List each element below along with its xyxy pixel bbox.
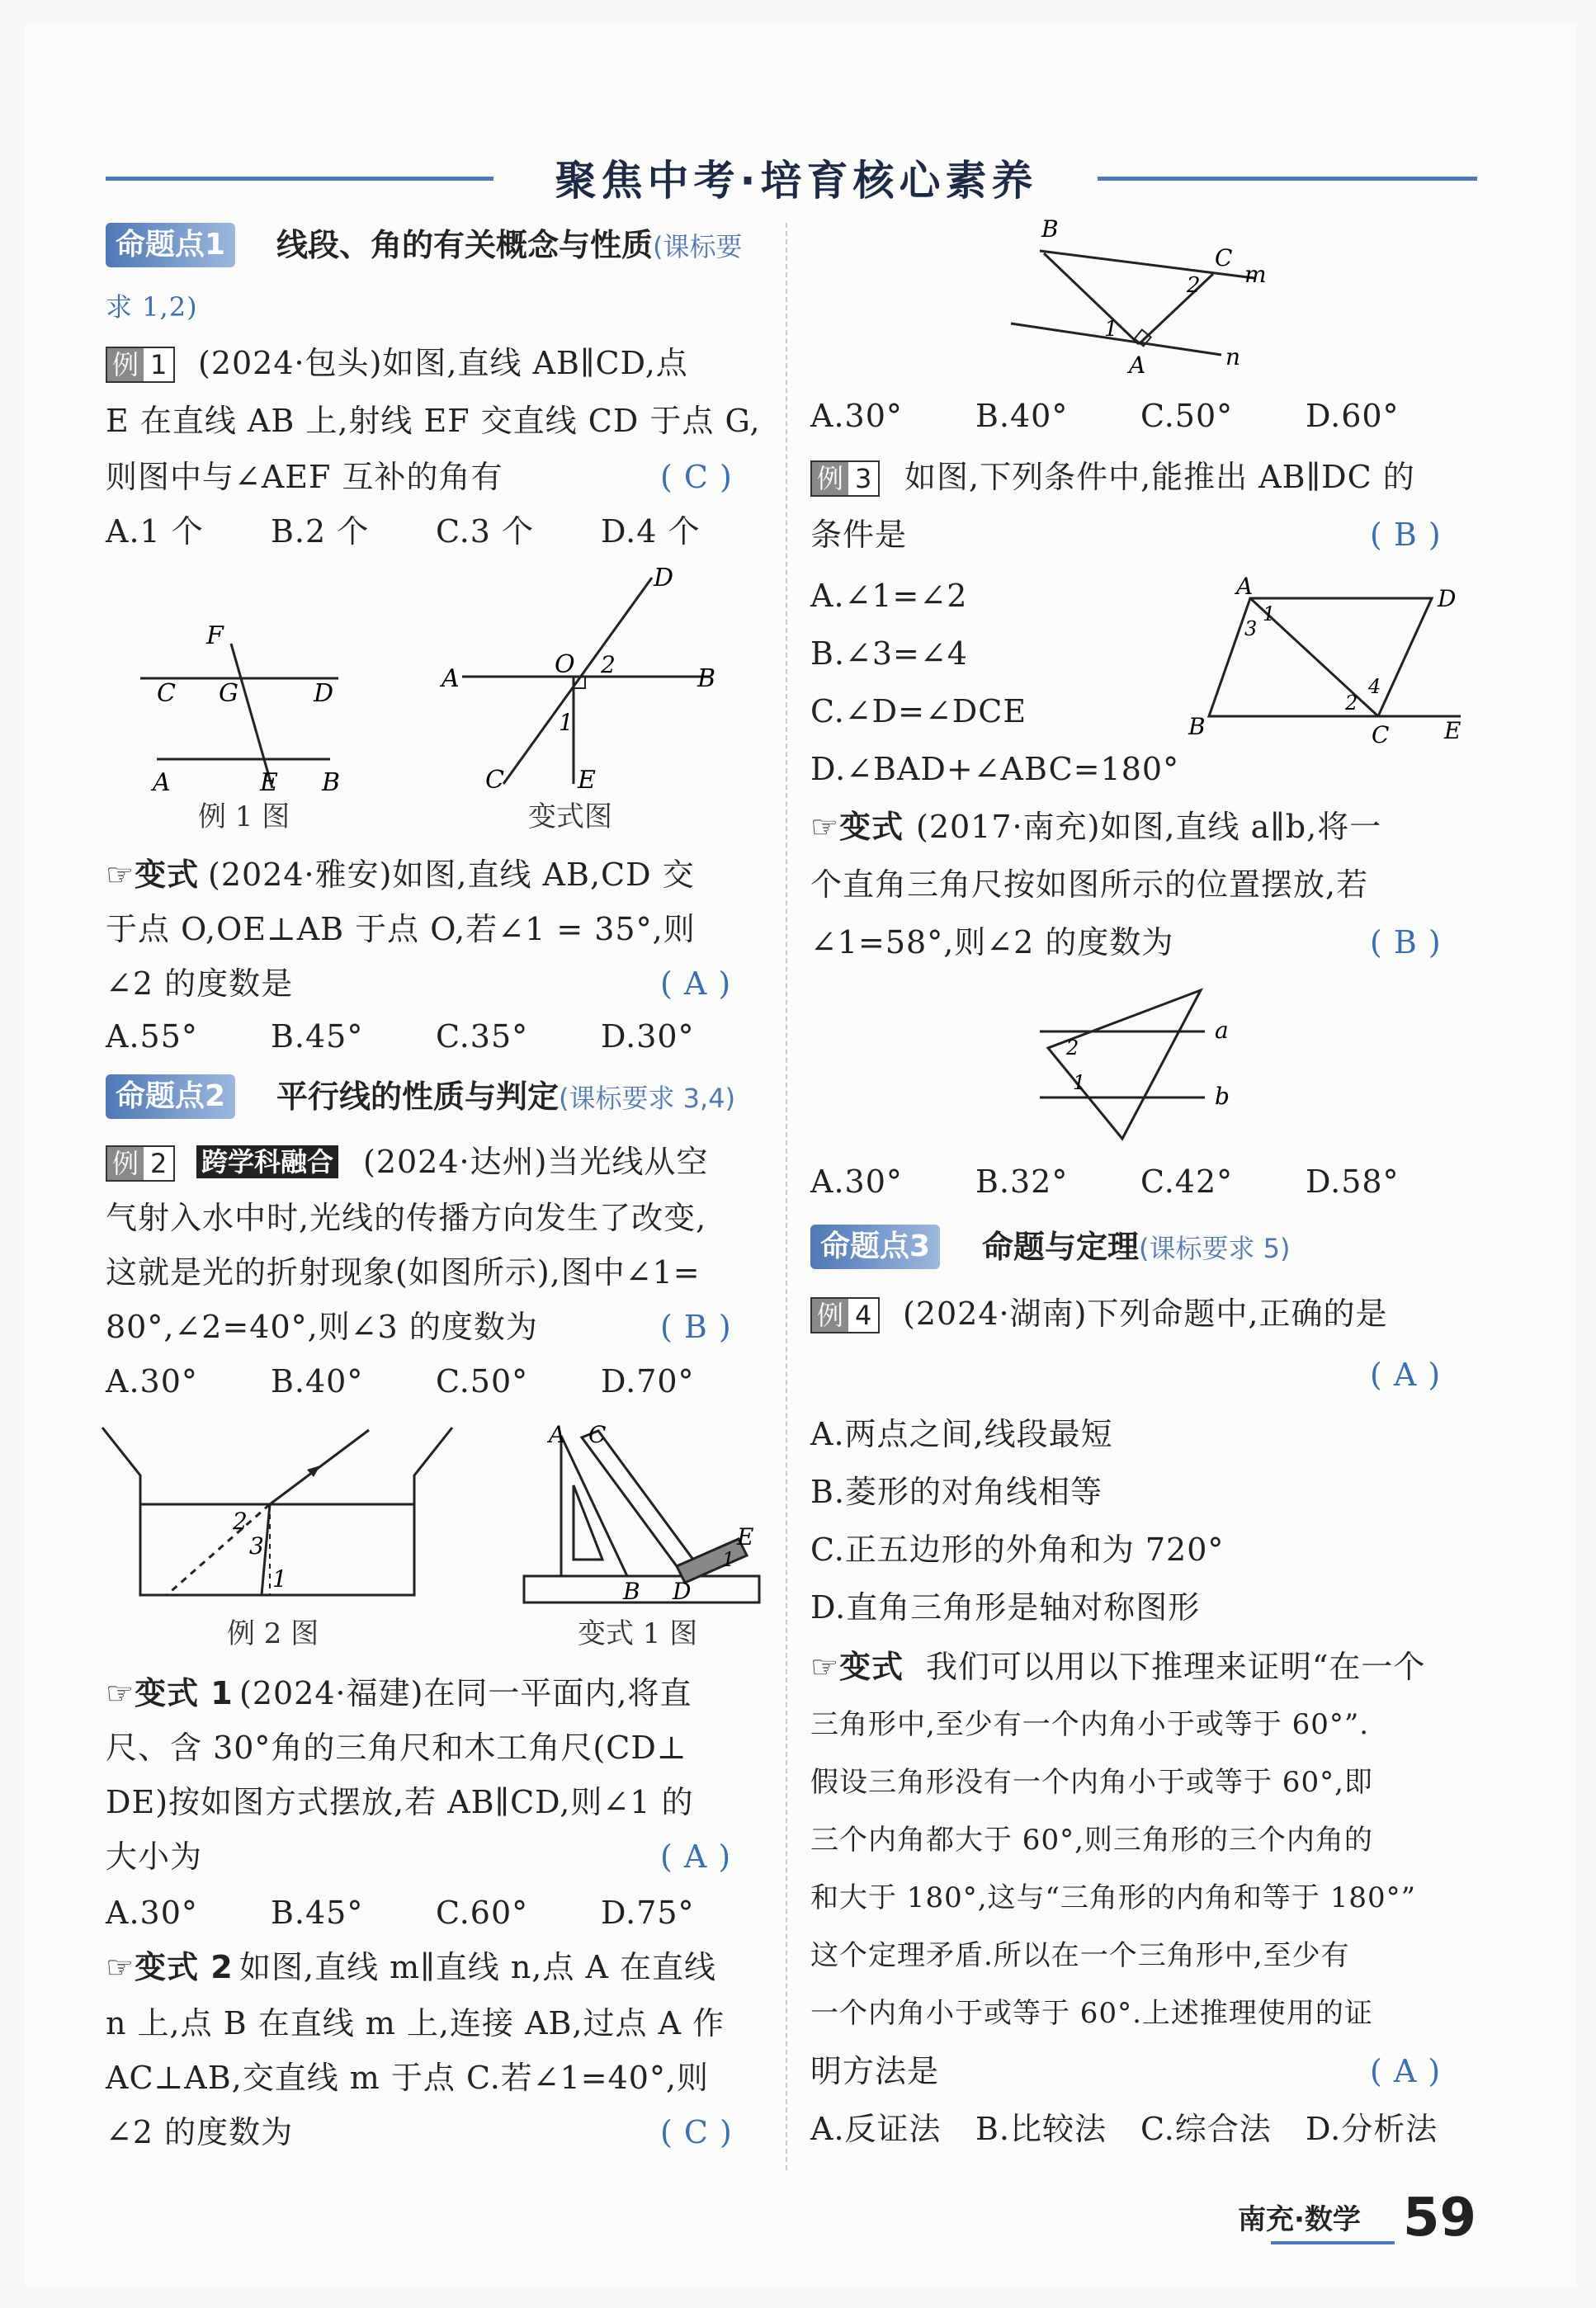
var1-label-2: 2 bbox=[601, 651, 616, 678]
ex1-option-a: A.1 个 bbox=[106, 513, 204, 550]
var4-line-3: 三个内角都大于 60°,则三角形的三个内角的 bbox=[810, 1824, 1373, 1857]
ex2-line-0: (2024·达州)当光线从空 bbox=[363, 1144, 709, 1180]
ex1-num: 1 bbox=[144, 348, 173, 381]
var1-label-A: A bbox=[441, 664, 460, 693]
var22-line-0: 如图,直线 m∥直线 n,点 A 在直线 bbox=[239, 1949, 716, 1985]
var4-option-b: B.比较法 bbox=[975, 2111, 1107, 2147]
ex1-line-1: E 在直线 AB 上,射线 EF 交直线 CD 于点 G, bbox=[106, 403, 761, 439]
ex3-option-a: A.∠1=∠2 bbox=[810, 578, 968, 614]
var4-line-6: 一个内角小于或等于 60°.上述推理使用的证 bbox=[810, 1997, 1373, 2030]
ex1-label-F: F bbox=[206, 621, 224, 650]
var3-line-2: ∠1=58°,则∠2 的度数为 bbox=[810, 924, 1174, 960]
var22-fig-A: A bbox=[1129, 352, 1146, 379]
ex4-line-0: (2024·湖南)下列命题中,正确的是 bbox=[903, 1296, 1388, 1332]
var21-line-0: (2024·福建)在同一平面内,将直 bbox=[239, 1675, 692, 1711]
var3-line-0: (2017·南充)如图,直线 a∥b,将一 bbox=[916, 809, 1382, 845]
var21-line-1: 尺、含 30°角的三角尺和木工角尺(CD⊥ bbox=[106, 1730, 687, 1766]
var21-label-E: E bbox=[737, 1523, 754, 1550]
var3-figure bbox=[1032, 982, 1263, 1147]
topic1-req2: 求 1,2) bbox=[106, 291, 198, 323]
ex1-label-text: 例 bbox=[107, 348, 144, 381]
var4-line-5: 这个定理矛盾.所以在一个三角形中,至少有 bbox=[810, 1939, 1350, 1972]
ex2-line-3: 80°,∠2=40°,则∠3 的度数为 bbox=[106, 1309, 538, 1345]
topic3-tag: 命题点3 bbox=[810, 1225, 940, 1269]
ex2-label-3: 3 bbox=[249, 1532, 264, 1560]
ex1-label bbox=[106, 347, 175, 383]
ex4-label-text: 例 bbox=[812, 1299, 848, 1332]
ex2-label-text: 例 bbox=[107, 1147, 144, 1180]
ex1-label-E: E bbox=[260, 768, 278, 797]
topic1-title-text: 线段、角的有关概念与性质 bbox=[276, 227, 654, 263]
ex3-fig-1: 1 bbox=[1263, 602, 1276, 625]
var22-fig-2: 2 bbox=[1187, 273, 1201, 298]
ex2-option-a: A.30° bbox=[106, 1363, 198, 1399]
var3-option-c: C.42° bbox=[1140, 1163, 1234, 1200]
ex3-label-text: 例 bbox=[812, 462, 848, 495]
ex4-option-d: D.直角三角形是轴对称图形 bbox=[810, 1589, 1201, 1626]
var3-option-d: D.58° bbox=[1306, 1163, 1400, 1200]
ex2-option-d: D.70° bbox=[601, 1363, 695, 1399]
var22-figure bbox=[999, 216, 1296, 381]
topic3-req: (课标要求 5) bbox=[1139, 1233, 1291, 1264]
ex4-option-a: A.两点之间,线段最短 bbox=[810, 1416, 1113, 1452]
ex1-figure bbox=[124, 611, 371, 800]
ex3-option-b: B.∠3=∠4 bbox=[810, 635, 968, 672]
page-number: 59 bbox=[1403, 2188, 1477, 2249]
var1-option-b: B.45° bbox=[271, 1018, 364, 1055]
ex1-label-G: G bbox=[219, 679, 238, 708]
var1-line-0: (2024·雅安)如图,直线 AB,CD 交 bbox=[208, 857, 695, 893]
var1-line-2: ∠2 的度数是 bbox=[106, 965, 294, 1002]
var22-option-d: D.60° bbox=[1306, 398, 1400, 434]
var21-label: ☞变式 1 bbox=[106, 1675, 234, 1711]
var1-label-E: E bbox=[578, 766, 596, 795]
ex2-label bbox=[106, 1145, 175, 1182]
topic1-title bbox=[276, 223, 743, 269]
ex3-label bbox=[810, 460, 880, 497]
var3-fig-b: b bbox=[1215, 1083, 1230, 1110]
topic1-req: (课标要 bbox=[653, 231, 743, 262]
ex2-line-2: 这就是光的折射现象(如图所示),图中∠1= bbox=[106, 1254, 701, 1291]
var1-label-D: D bbox=[654, 564, 674, 592]
var1-figure bbox=[437, 561, 734, 800]
var21-option-a: A.30° bbox=[106, 1895, 198, 1931]
ex3-option-d: D.∠BAD+∠ABC=180° bbox=[810, 751, 1180, 787]
var21-label-D: D bbox=[673, 1578, 692, 1605]
ex2-caption: 例 2 图 bbox=[227, 1617, 319, 1650]
var21-figure bbox=[516, 1419, 763, 1609]
ex3-fig-C: C bbox=[1372, 721, 1390, 748]
ex4-label bbox=[810, 1297, 880, 1333]
ex1-label-A: A bbox=[153, 768, 171, 797]
var3-option-b: B.32° bbox=[975, 1163, 1069, 1200]
ex3-fig-A: A bbox=[1236, 573, 1254, 600]
var4-option-c: C.综合法 bbox=[1140, 2111, 1272, 2147]
ex3-fig-D: D bbox=[1438, 585, 1457, 612]
var3-option-a: A.30° bbox=[810, 1163, 903, 1200]
ex1-line-0: (2024·包头)如图,直线 AB∥CD,点 bbox=[198, 345, 688, 381]
var22-fig-C: C bbox=[1215, 244, 1233, 271]
var1-option-d: D.30° bbox=[601, 1018, 695, 1055]
var22-fig-m: m bbox=[1244, 261, 1267, 288]
ex1-label-D: D bbox=[314, 679, 334, 708]
var4-option-d: D.分析法 bbox=[1306, 2111, 1438, 2147]
var22-line-3: ∠2 的度数为 bbox=[106, 2114, 294, 2150]
var21-caption: 变式 1 图 bbox=[578, 1617, 698, 1650]
var22-line-2: AC⊥AB,交直线 m 于点 C.若∠1=40°,则 bbox=[106, 2060, 710, 2096]
ex1-label-C: C bbox=[157, 679, 176, 708]
var21-label-B: B bbox=[623, 1578, 640, 1605]
ex3-line-1: 条件是 bbox=[810, 517, 908, 553]
var22-fig-1: 1 bbox=[1104, 317, 1118, 342]
var21-answer: ( A ) bbox=[660, 1838, 732, 1875]
ex2-figure bbox=[101, 1426, 456, 1607]
ex3-fig-B: B bbox=[1188, 713, 1206, 740]
ex1-option-d: D.4 个 bbox=[601, 513, 701, 550]
topic2-title-text: 平行线的性质与判定 bbox=[276, 1078, 560, 1115]
ex2-option-c: C.50° bbox=[436, 1363, 529, 1399]
ex3-fig-E: E bbox=[1444, 717, 1461, 744]
ex1-line-2: 则图中与∠AEF 互补的角有 bbox=[106, 459, 503, 495]
topic3-title bbox=[982, 1225, 1291, 1271]
topic2-title bbox=[276, 1074, 735, 1121]
footer-rule bbox=[1271, 2241, 1395, 2244]
var21-label-1: 1 bbox=[722, 1548, 735, 1571]
var1-label: ☞变式 bbox=[106, 857, 200, 893]
ex4-option-b: B.菱形的对角线相等 bbox=[810, 1474, 1103, 1510]
var22-option-a: A.30° bbox=[810, 398, 903, 434]
var3-fig-2: 2 bbox=[1066, 1036, 1079, 1060]
var3-answer: ( B ) bbox=[1370, 924, 1442, 960]
var4-line-2: 假设三角形没有一个内角小于或等于 60°,即 bbox=[810, 1766, 1373, 1799]
var22-answer: ( C ) bbox=[660, 2114, 733, 2150]
topic2-req: (课标要求 3,4) bbox=[559, 1083, 736, 1114]
ex4-option-c: C.正五边形的外角和为 720° bbox=[810, 1532, 1225, 1568]
ex2-num: 2 bbox=[144, 1147, 173, 1180]
ex1-answer: ( C ) bbox=[660, 459, 733, 495]
ex4-answer: ( A ) bbox=[1370, 1357, 1442, 1393]
topic3-title-text: 命题与定理 bbox=[982, 1229, 1140, 1265]
ex3-fig-2: 2 bbox=[1345, 691, 1358, 715]
var1-option-c: C.35° bbox=[436, 1018, 529, 1055]
var4-line-4: 和大于 180°,这与“三角形的内角和等于 180°” bbox=[810, 1881, 1416, 1914]
var4-line-1: 三角形中,至少有一个内角小于或等于 60°”. bbox=[810, 1708, 1370, 1741]
var21-line-3: 大小为 bbox=[106, 1838, 203, 1875]
column-divider bbox=[786, 223, 787, 2170]
var1-option-a: A.55° bbox=[106, 1018, 198, 1055]
footer-label: 南充·数学 bbox=[1238, 2203, 1361, 2236]
var22-option-b: B.40° bbox=[975, 398, 1069, 434]
ex2-option-b: B.40° bbox=[271, 1363, 364, 1399]
var4-option-a: A.反证法 bbox=[810, 2111, 942, 2147]
ex4-num: 4 bbox=[848, 1299, 878, 1332]
var4-answer: ( A ) bbox=[1370, 2053, 1442, 2089]
var21-option-d: D.75° bbox=[601, 1895, 695, 1931]
header-rule-right bbox=[1098, 177, 1477, 181]
var4-label: ☞变式 bbox=[810, 1649, 904, 1685]
ex3-fig-3: 3 bbox=[1244, 617, 1258, 640]
var1-label-O: O bbox=[555, 650, 575, 679]
var22-fig-B: B bbox=[1041, 216, 1059, 243]
ex3-line-0: 如图,下列条件中,能推出 AB∥DC 的 bbox=[904, 459, 1415, 495]
var3-label: ☞变式 bbox=[810, 809, 904, 845]
var21-label-A: A bbox=[549, 1421, 566, 1448]
ex3-num: 3 bbox=[848, 462, 878, 495]
var3-fig-1: 1 bbox=[1073, 1071, 1086, 1094]
var22-line-1: n 上,点 B 在直线 m 上,连接 AB,过点 A 作 bbox=[106, 2005, 725, 2041]
var22-option-c: C.50° bbox=[1140, 398, 1234, 434]
var1-answer: ( A ) bbox=[660, 965, 732, 1002]
ex3-figure bbox=[1180, 569, 1477, 759]
var21-option-b: B.45° bbox=[271, 1895, 364, 1931]
var21-option-c: C.60° bbox=[436, 1895, 529, 1931]
var1-caption: 变式图 bbox=[528, 800, 612, 833]
ex3-fig-4: 4 bbox=[1368, 675, 1381, 698]
ex2-label-1: 1 bbox=[272, 1565, 287, 1593]
ex2-answer: ( B ) bbox=[660, 1309, 732, 1345]
var21-line-2: DE)按如图方式摆放,若 AB∥CD,则∠1 的 bbox=[106, 1784, 694, 1820]
var1-label-B: B bbox=[697, 664, 716, 693]
var3-fig-a: a bbox=[1215, 1017, 1229, 1044]
ex1-label-B: B bbox=[322, 768, 341, 797]
var1-label-1: 1 bbox=[559, 709, 574, 736]
topic2-tag: 命题点2 bbox=[106, 1074, 235, 1119]
var3-line-1: 个直角三角尺按如图所示的位置摆放,若 bbox=[810, 866, 1369, 903]
var4-line-7: 明方法是 bbox=[810, 2053, 940, 2089]
header-title: 聚焦中考·培育核心素养 bbox=[555, 157, 1038, 205]
ex1-option-b: B.2 个 bbox=[271, 513, 370, 550]
ex3-option-c: C.∠D=∠DCE bbox=[810, 693, 1027, 729]
header-rule-left bbox=[106, 177, 493, 181]
var21-label-C: C bbox=[588, 1421, 607, 1448]
ex1-caption: 例 1 图 bbox=[198, 800, 290, 833]
ex2-line-1: 气射入水中时,光线的传播方向发生了改变, bbox=[106, 1200, 707, 1236]
var22-label: ☞变式 2 bbox=[106, 1949, 234, 1985]
ex1-option-c: C.3 个 bbox=[436, 513, 535, 550]
var22-fig-n: n bbox=[1225, 343, 1241, 371]
ex3-answer: ( B ) bbox=[1370, 517, 1442, 553]
ex2-label-2: 2 bbox=[233, 1508, 248, 1535]
var4-line-0: 我们可以用以下推理来证明“在一个 bbox=[926, 1649, 1426, 1685]
topic1-tag: 命题点1 bbox=[106, 223, 235, 267]
ex2-badge: 跨学科融合 bbox=[196, 1145, 338, 1178]
var1-label-C: C bbox=[485, 766, 504, 795]
var1-line-1: 于点 O,OE⊥AB 于点 O,若∠1 = 35°,则 bbox=[106, 911, 696, 947]
